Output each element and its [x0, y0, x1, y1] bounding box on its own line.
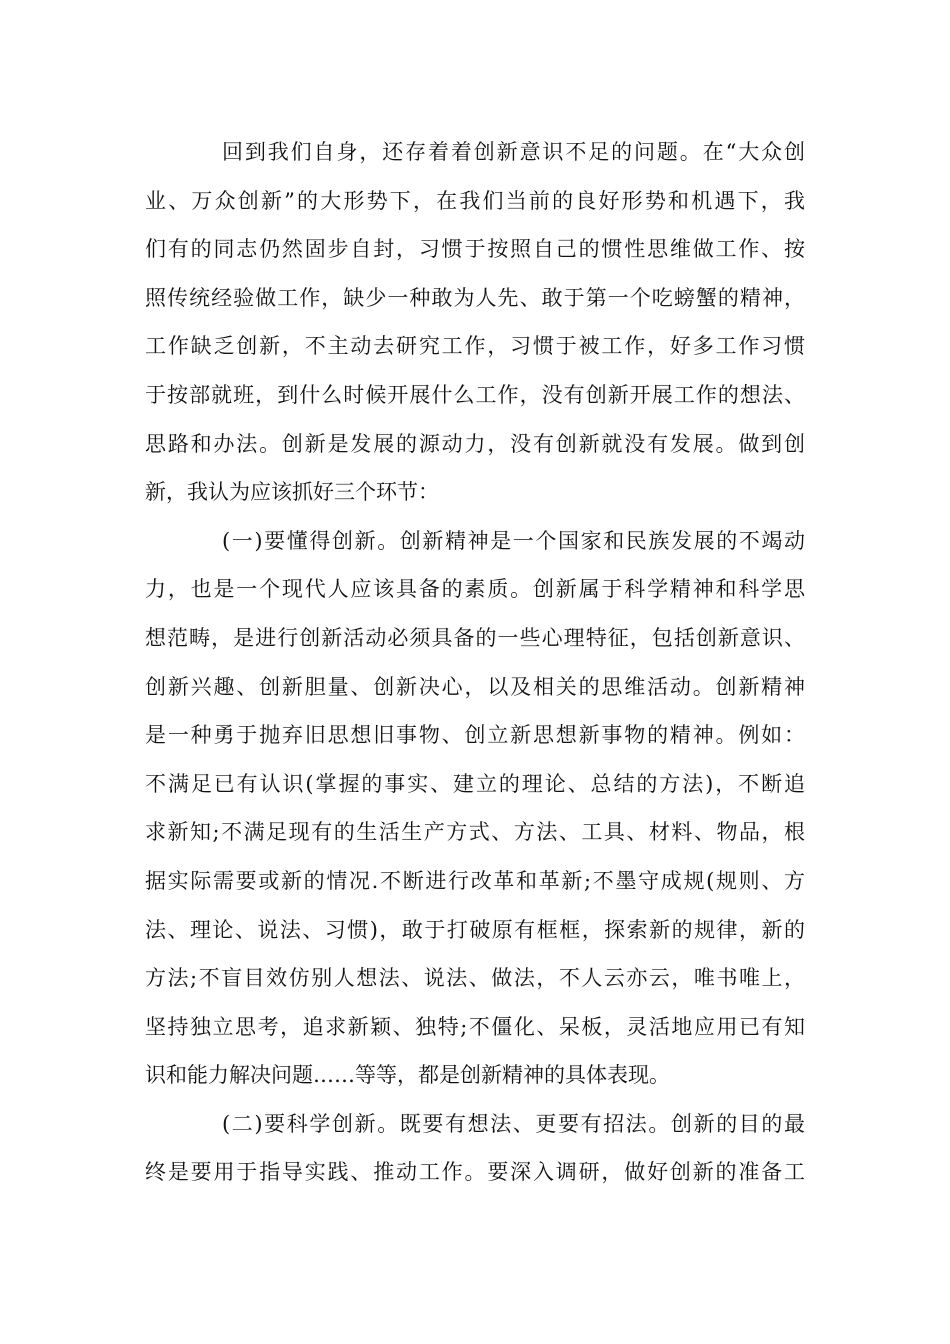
text-line: 不满足已有认识(掌握的事实、建立的理论、总结的方法)，不断追 [145, 771, 805, 796]
text-line: 创新兴趣、创新胆量、创新决心，以及相关的思维活动。创新精神 [145, 674, 805, 699]
text-line: 据实际需要或新的情况.不断进行改革和革新;不墨守成规(规则、方 [145, 868, 805, 893]
text-line: 业、万众创新”的大形势下，在我们当前的良好形势和机遇下，我 [145, 188, 805, 213]
text-line: 想范畴，是进行创新活动必须具备的一些心理特征，包括创新意识、 [145, 625, 805, 650]
text-line: 法、理论、说法、习惯)，敢于打破原有框框，探索新的规律，新的 [145, 917, 805, 942]
text-line: 新，我认为应该抓好三个环节： [145, 480, 439, 505]
text-line: (一)要懂得创新。创新精神是一个国家和民族发展的不竭动 [222, 528, 805, 553]
text-line: 回到我们自身，还存着着创新意识不足的问题。在“大众创 [222, 140, 805, 164]
text-line: 工作缺乏创新，不主动去研究工作，习惯于被工作，好多工作习惯 [145, 334, 805, 359]
text-line: 识和能力解决问题……等等，都是创新精神的具体表现。 [145, 1063, 670, 1088]
paragraph-2 [145, 517, 805, 1100]
text-line: 求新知;不满足现有的生活生产方式、方法、工具、材料、物品，根 [145, 820, 805, 845]
paragraph-3 [145, 1100, 805, 1197]
text-line: 方法;不盲目效仿别人想法、说法、做法，不人云亦云，唯书唯上， [145, 966, 805, 991]
text-line: 照传统经验做工作，缺少一种敢为人先、敢于第一个吃螃蟹的精神， [145, 285, 805, 310]
text-line: 是一种勇于抛弃旧思想旧事物、创立新思想新事物的精神。例如： [145, 723, 805, 748]
text-line: 力，也是一个现代人应该具备的素质。创新属于科学精神和科学思 [145, 577, 805, 602]
document-body [145, 128, 805, 1197]
text-line: 坚持独立思考，追求新颖、独特;不僵化、呆板，灵活地应用已有知 [145, 1014, 805, 1039]
text-line: 思路和办法。创新是发展的源动力，没有创新就没有发展。做到创 [145, 431, 805, 456]
text-line: 们有的同志仍然固步自封，习惯于按照自己的惯性思维做工作、按 [145, 237, 805, 262]
text-line: 于按部就班，到什么时候开展什么工作，没有创新开展工作的想法、 [145, 382, 805, 407]
paragraph-1 [145, 128, 805, 517]
text-line: 终是要用于指导实践、推动工作。要深入调研，做好创新的准备工 [145, 1160, 805, 1185]
text-line: (二)要科学创新。既要有想法、更要有招法。创新的目的最 [222, 1111, 805, 1136]
